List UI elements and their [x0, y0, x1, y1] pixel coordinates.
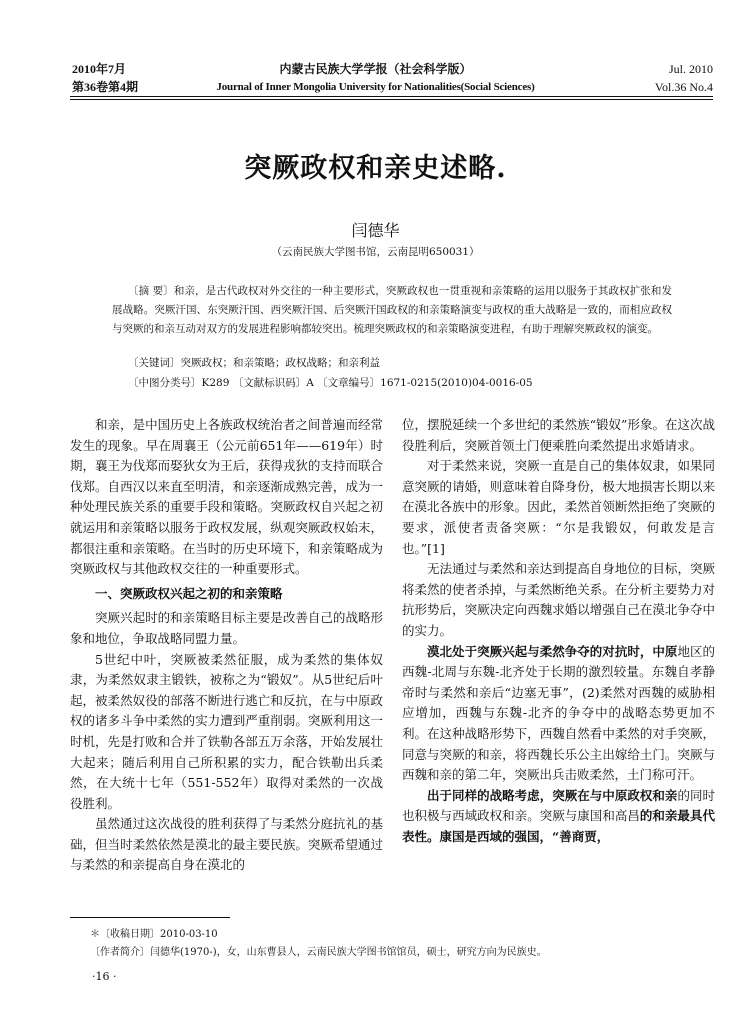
paragraph: [402, 642, 715, 786]
paragraph: [402, 786, 715, 848]
journal-title-cn: 内蒙古民族大学学报（社会科学版）: [279, 62, 472, 76]
journal-date-en: Jul. 2010: [668, 62, 713, 76]
article-author: 闫德华: [351, 221, 400, 240]
paragraph-text: 地区的西魏-北周与东魏-北齐处于长期的激烈较量。东魏自孝静帝时与柔然和亲后“边塞无事”，(2)柔然对西魏的威胁相应增加，西魏与东魏-北齐的争夺中的战略态势更加不利。在这种战略形势下，西魏自然看中柔然的对手突厥，同意与突厥的和亲，将西魏长乐公主出嫁给土门。突厥与西魏和亲的第二年，突厥出兵击败柔然，土门称可汗。: [402, 643, 715, 783]
journal-volume: 第36卷第4期: [72, 80, 139, 94]
footnote-rule: [70, 917, 230, 918]
page-number: ·16 ·: [92, 970, 117, 983]
classification-codes: 〔中图分类号〕K289 〔文献标识码〕A 〔文章编号〕1671-0215(2010)04-0016-05: [128, 377, 533, 389]
paragraph: 突厥兴起时的和亲策略目标主要是改善自己的战略形象和地位，争取战略同盟力量。: [70, 610, 383, 646]
paragraph: 对于柔然来说，突厥一直是自己的集体奴隶，如果同意突厥的请婚，则意味着自降身份，极大地损害长期以来在漠北各族中的形象。因此，柔然首领断然拒绝了突厥的要求，派使者责备突厥：“尔是我锻奴，何敢发是言也。”[1]: [402, 458, 715, 556]
header-rule-thin: [70, 99, 713, 100]
paragraph-bold-lead: 漠北处于突厥兴起与柔然争夺的对抗时，中原: [427, 643, 678, 659]
header-rule: [70, 96, 713, 97]
paragraph: 和亲，是中国历史上各族政权统治者之间普遍而经常发生的现象。早在周襄王（公元前651年——619年）时期，襄王为伐郑而娶狄女为王后，获得戎狄的支持而联合伐郑。自西汉以来直至明清，和亲逐渐成熟完善，成为一种处理民族关系的重要手段和策略。突厥政权自兴起之初就运用和亲策略以服务于政权发展，纵观突厥政权始末，都很注重和亲策略。在当时的历史环境下，和亲策略成为突厥政权与其他政权交往的一种重要形式。: [70, 417, 383, 577]
journal-volume-en: Vol.36 No.4: [654, 80, 713, 94]
abstract: 〔摘 要〕和亲，是古代政权对外交往的一种主要形式，突厥政权也一贯重视和亲策略的运用以服务于其政权扩张和发展战略。突厥汗国、东突厥汗国、西突厥汗国、后突厥汗国政权的和亲策略演变与政权的重大战略是一致的，而相应政权与突厥的和亲互动对双方的发展进程影响都较突出。梳理突厥政权的和亲策略演变进程，有助于理解突厥政权的演变。: [112, 285, 672, 335]
body-left-column: [70, 415, 383, 876]
journal-date: 2010年7月: [72, 62, 127, 76]
paragraph-bold-lead: 出于同样的战略考虑，突厥在与中原政权和亲: [427, 787, 678, 803]
paragraph: 5世纪中叶，突厥被柔然征服，成为柔然的集体奴隶，为柔然奴隶主锻铁，被称之为“锻奴”。从5世纪后叶起，被柔然奴役的部落不断进行逃亡和反抗，在与中原政权的诸多斗争中柔然的实力遭到严重削弱。突厥利用这一时机，先是打败和合并了铁勒各部五万余落，开始发展壮大起来；随后利用自己所积累的实力，配合铁勒出兵柔然，在大统十七年（551-552年）取得对柔然的一次战役胜利。: [70, 651, 383, 811]
journal-title-en: Journal of Inner Mongolia University for Nationalities(Social Sciences): [216, 81, 535, 93]
footnote-received: ＊〔收稿日期〕2010-03-10: [90, 929, 218, 940]
section-heading: 一、突厥政权兴起之初的和亲策略: [95, 585, 283, 601]
paragraph: 虽然通过这次战役的胜利获得了与柔然分庭抗礼的基础，但当时柔然依然是漠北的最主要民族。突厥希望通过与柔然的和亲提高自身在漠北的: [70, 816, 383, 873]
paragraph: 位，摆脱延续一个多世纪的柔然族“锻奴”形象。在这次战役胜利后，突厥首领土门便乘胜向柔然提出求婚请求。: [402, 417, 715, 453]
paragraph-text: 的同时也积极与西域政权和亲。突厥与康国和高昌: [402, 787, 715, 824]
keywords: 〔关键词〕突厥政权；和亲策略；政权战略；和亲利益: [128, 357, 380, 369]
paragraph-bold-tail: 的和亲最具代表性。康国是西域的强国，“善商贾，: [402, 808, 715, 844]
article-title: 突厥政权和亲史述略.: [244, 153, 507, 184]
paragraph: 无法通过与柔然和亲达到提高自身地位的目标，突厥将柔然的使者杀掉，与柔然断绝关系。在分析主要势力对抗形势后，突厥决定向西魏求婚以增强自己在漠北争夺中的实力。: [402, 561, 715, 638]
footnote-author: 〔作者简介〕闫德华(1970-)，女，山东曹县人，云南民族大学图书馆馆员，硕士，研究方向为民族史。: [90, 947, 547, 958]
author-affiliation: （云南民族大学图书馆，云南昆明650031）: [271, 246, 480, 258]
body-right-column: [402, 415, 715, 847]
